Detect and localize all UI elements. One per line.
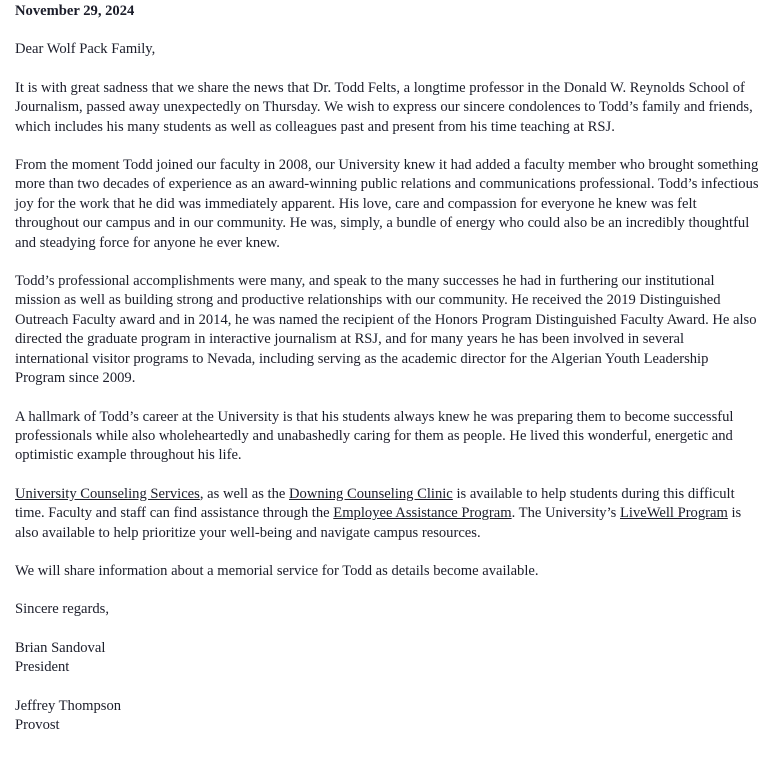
signature-president bbox=[15, 639, 759, 678]
paragraph-resources bbox=[15, 485, 759, 543]
paragraph-hallmark: A hallmark of Todd’s career at the University is that his students always knew he was preparing them to become successful professionals while also wholeheartedly and unabashedly caring for them as people. He lived this wonderful, energetic and optimistic example throughout his life. bbox=[15, 408, 734, 464]
link-employee-assistance-program[interactable]: Employee Assistance Program bbox=[333, 505, 512, 522]
letter-date: November 29, 2024 bbox=[15, 3, 135, 19]
link-livewell-program[interactable]: LiveWell Program bbox=[620, 505, 728, 522]
paragraph-memorial: We will share information about a memorial service for Todd as details become available. bbox=[15, 562, 539, 579]
paragraph-accomplishments: Todd’s professional accomplishments were many, and speak to the many successes he had in furthering our institutional mission as well as building strong and productive relationships with our community. He received the 2019 Distinguished Outreach Faculty award and in 2014, he was named the recipient of the Honors Program Distinguished Faculty Award. He also directed the graduate program in interactive journalism at RSJ, and for many years he has been involved in several international visitor programs to Nevada, including serving as the academic director for the Algerian Youth Leadership Program since 2009. bbox=[15, 273, 757, 387]
closing: Sincere regards, bbox=[15, 601, 110, 618]
resources-text-2: is available to help students during this difficult time. Faculty and staff can find assistance through the bbox=[15, 485, 735, 522]
signature-provost bbox=[15, 697, 759, 736]
paragraph-tribute: From the moment Todd joined our faculty in 2008, our University knew it had added a faculty member who brought something more than two decades of experience as an award-winning public relations and communications professional. Todd’s infectious joy for the work that he did was immediately apparent. His love, care and compassion for everyone he knew was felt throughout our campus and in our community. He was, simply, a bundle of energy who could also be an incredibly thoughtful and steadying force for anyone he ever knew. bbox=[15, 157, 759, 251]
resources-text-1: , as well as the bbox=[199, 485, 290, 502]
signer-title: President bbox=[15, 659, 70, 676]
signer-name: Brian Sandoval bbox=[15, 639, 106, 656]
link-downing-counseling-clinic[interactable]: Downing Counseling Clinic bbox=[289, 485, 453, 502]
salutation: Dear Wolf Pack Family, bbox=[15, 41, 156, 58]
signer-title: Provost bbox=[15, 716, 60, 733]
paragraph-announcement: It is with great sadness that we share the news that Dr. Todd Felts, a longtime professor in the Donald W. Reynolds School of Journalism, passed away unexpectedly on Thursday. We wish to express our sincere condolences to Todd’s family and friends, which includes his many students as well as colleagues past and present from his time teaching at RSJ. bbox=[15, 79, 753, 135]
resources-text-4: is also available to help prioritize your well-being and navigate campus resources. bbox=[15, 505, 742, 541]
signer-name: Jeffrey Thompson bbox=[15, 697, 122, 714]
link-university-counseling-services[interactable]: University Counseling Services bbox=[15, 485, 200, 502]
resources-text-3: . The University’s bbox=[511, 505, 620, 522]
